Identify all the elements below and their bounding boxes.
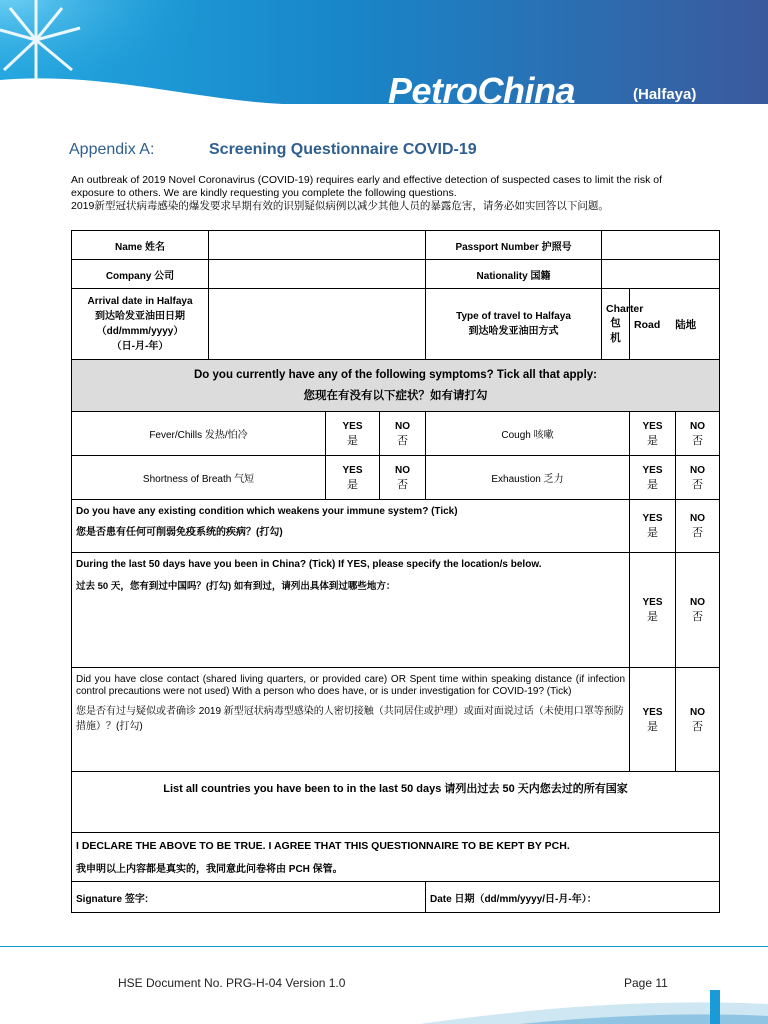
footer-wave-decoration bbox=[0, 990, 768, 1024]
declaration-en: I DECLARE THE ABOVE TO BE TRUE. I AGREE THAT THIS QUESTIONNAIRE TO BE KEPT BY PCH. bbox=[76, 839, 570, 852]
brand-logo: PetroChina bbox=[388, 70, 576, 104]
arrival-date-field[interactable] bbox=[209, 289, 426, 360]
immune-question bbox=[72, 500, 630, 553]
no-label: NO bbox=[690, 420, 706, 432]
no-label-zh: 否 bbox=[692, 611, 704, 623]
yes-label-zh: 是 bbox=[647, 611, 659, 623]
nationality-label: Nationality 国籍 bbox=[426, 260, 602, 289]
page-title: Screening Questionnaire COVID-19 bbox=[209, 141, 477, 158]
cough-label: Cough 咳嗽 bbox=[426, 412, 630, 456]
symptoms-question-zh: 您现在有没有以下症状？如有请打勾 bbox=[303, 389, 488, 402]
road-label-zh: 陆地 bbox=[675, 318, 697, 331]
yes-label-zh: 是 bbox=[647, 527, 659, 539]
page-number: Page 11 bbox=[624, 976, 668, 990]
yes-label-zh: 是 bbox=[347, 434, 358, 447]
signature-field[interactable]: Signature 签字: bbox=[72, 882, 426, 913]
passport-label: Passport Number 护照号 bbox=[426, 231, 602, 260]
passport-field[interactable] bbox=[602, 231, 720, 260]
cough-no-option[interactable] bbox=[676, 412, 720, 456]
name-label: Name 姓名 bbox=[72, 231, 209, 260]
no-label: NO bbox=[395, 420, 410, 432]
travel-type-line-2: 到达哈发亚油田方式 bbox=[468, 326, 559, 337]
arrival-date-label bbox=[72, 289, 209, 360]
charter-option[interactable]: Charter 包机 bbox=[602, 289, 630, 360]
exhaustion-label: Exhaustion 乏力 bbox=[426, 456, 630, 500]
yes-label-zh: 是 bbox=[647, 478, 659, 491]
no-label-zh: 否 bbox=[692, 527, 704, 539]
yes-label: YES bbox=[342, 420, 363, 432]
no-label: NO bbox=[690, 464, 706, 476]
countries-field[interactable]: List all countries you have been to in the last 50 days 请列出过去 50 天内您去过的所有国家 bbox=[72, 772, 720, 833]
immune-yes-option[interactable] bbox=[630, 500, 676, 553]
intro-text bbox=[71, 174, 703, 213]
no-label-zh: 否 bbox=[692, 720, 704, 733]
yes-label: YES bbox=[642, 464, 663, 476]
arrival-date-line-4: （日-月-年） bbox=[111, 341, 169, 352]
no-label: NO bbox=[690, 513, 706, 524]
date-field[interactable]: Date 日期（dd/mm/yyyy/日-月-年）： bbox=[426, 882, 720, 913]
china-question-zh: 过去 50 天，您有到过中国吗？(打勾) 如有到过，请列出具体到过哪些地方： bbox=[76, 581, 396, 592]
document-number: HSE Document No. PRG-H-04 Version 1.0 bbox=[118, 976, 346, 990]
no-label: NO bbox=[395, 464, 410, 476]
yes-label: YES bbox=[642, 597, 663, 608]
fever-label: Fever/Chills 发热/怕冷 bbox=[72, 412, 326, 456]
road-label: Road bbox=[634, 318, 661, 331]
sob-yes-option[interactable] bbox=[326, 456, 380, 500]
fever-no-option[interactable] bbox=[380, 412, 426, 456]
footer-divider bbox=[0, 946, 768, 947]
yes-label: YES bbox=[642, 420, 663, 432]
yes-label-zh: 是 bbox=[347, 478, 358, 491]
contact-yes-option[interactable] bbox=[630, 668, 676, 772]
no-label: NO bbox=[690, 706, 706, 718]
arrival-date-line-1: Arrival date in Halfaya bbox=[87, 296, 193, 307]
declaration bbox=[72, 833, 720, 882]
shortness-of-breath-label: Shortness of Breath 气短 bbox=[72, 456, 326, 500]
yes-label: YES bbox=[342, 464, 363, 476]
fever-yes-option[interactable] bbox=[326, 412, 380, 456]
symptoms-question bbox=[72, 360, 720, 412]
travel-type-line-1: Type of travel to Halfaya bbox=[456, 311, 571, 322]
travel-type-label bbox=[426, 289, 602, 360]
intro-zh: 2019新型冠状病毒感染的爆发要求早期有效的识别疑似病例以减少其他人员的暴露危害，请务必如实回答以下问题。 bbox=[71, 200, 609, 212]
sob-no-option[interactable] bbox=[380, 456, 426, 500]
immune-question-zh: 您是否患有任何可削弱免疫系统的疾病？(打勾) bbox=[76, 527, 283, 538]
name-field[interactable] bbox=[209, 231, 426, 260]
yes-label: YES bbox=[642, 513, 663, 524]
cough-yes-option[interactable] bbox=[630, 412, 676, 456]
yes-label-zh: 是 bbox=[647, 434, 659, 447]
arrival-date-line-3: （dd/mmm/yyyy） bbox=[96, 326, 184, 337]
no-label: NO bbox=[690, 597, 706, 608]
road-option[interactable] bbox=[630, 289, 720, 360]
exhaustion-no-option[interactable] bbox=[676, 456, 720, 500]
nationality-field[interactable] bbox=[602, 260, 720, 289]
exhaustion-yes-option[interactable] bbox=[630, 456, 676, 500]
header-banner bbox=[0, 0, 768, 104]
immune-no-option[interactable] bbox=[676, 500, 720, 553]
brand-subtitle: (Halfaya) bbox=[633, 86, 697, 103]
no-label-zh: 否 bbox=[397, 434, 408, 447]
china-question[interactable] bbox=[72, 553, 630, 668]
questionnaire-form bbox=[71, 230, 720, 913]
symptoms-question-en: Do you currently have any of the following symptoms? Tick all that apply: bbox=[194, 368, 597, 381]
china-question-en: During the last 50 days have you been in China? (Tick) If YES, please specify the location/s below. bbox=[76, 559, 542, 570]
contact-question-zh: 您是否有过与疑似或者确诊 2019 新型冠状病毒型感染的人密切接触（共同居住或护理）或面对面说过话（未使用口罩等预防措施）？(打勾) bbox=[76, 706, 624, 732]
company-label: Company 公司 bbox=[72, 260, 209, 289]
no-label-zh: 否 bbox=[692, 478, 704, 491]
yes-label: YES bbox=[642, 706, 663, 718]
china-no-option[interactable] bbox=[676, 553, 720, 668]
appendix-label: Appendix A: bbox=[69, 141, 155, 158]
contact-question-en: Did you have close contact (shared living quarters, or provided care) OR Spent time within speaking distance (if infection control precautions were not used) With a person who does have, or is under investigation for COVID-19? (Tick) bbox=[76, 674, 626, 697]
immune-question-en: Do you have any existing condition which weakens your immune system? (Tick) bbox=[76, 506, 458, 517]
intro-en: An outbreak of 2019 Novel Coronavirus (COVID-19) requires early and effective detection of suspected cases to limit the risk of exposure to others. We are kindly requesting you complete the following questions. bbox=[71, 174, 663, 199]
no-label-zh: 否 bbox=[397, 478, 408, 491]
contact-question bbox=[72, 668, 630, 772]
declaration-zh: 我申明以上内容都是真实的，我同意此问卷将由 PCH 保管。 bbox=[76, 863, 343, 875]
contact-no-option[interactable] bbox=[676, 668, 720, 772]
company-field[interactable] bbox=[209, 260, 426, 289]
china-yes-option[interactable] bbox=[630, 553, 676, 668]
yes-label-zh: 是 bbox=[647, 720, 659, 733]
arrival-date-line-2: 到达哈发亚油田日期 bbox=[95, 311, 185, 322]
no-label-zh: 否 bbox=[692, 434, 704, 447]
